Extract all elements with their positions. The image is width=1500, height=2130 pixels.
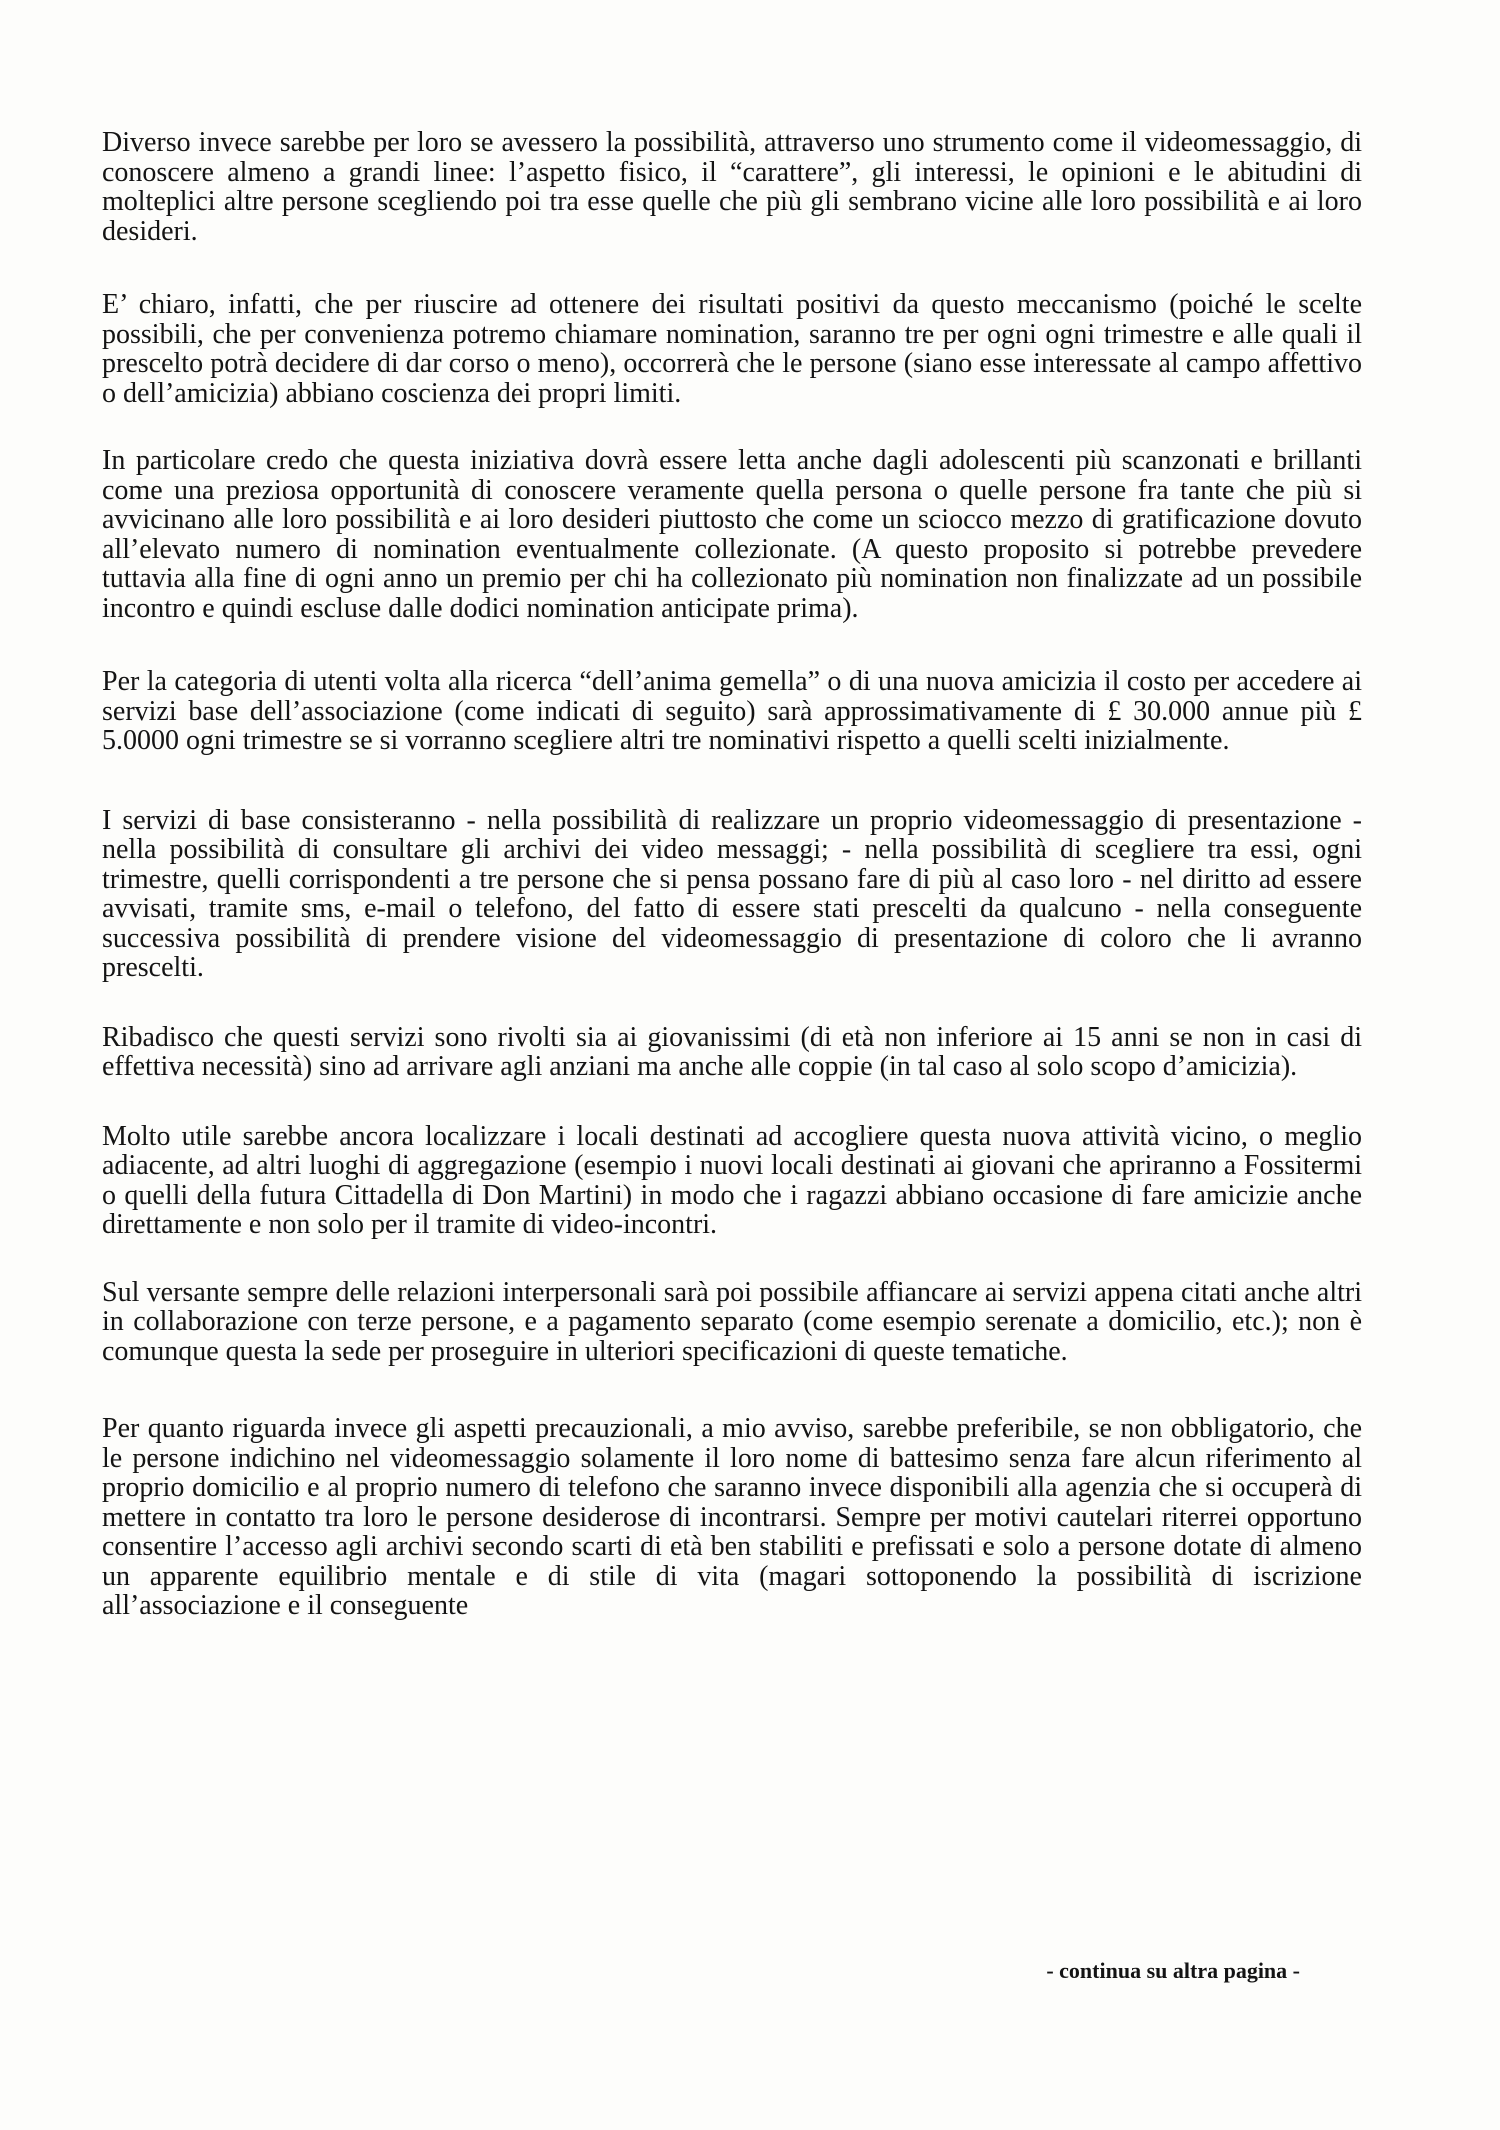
paragraph-3: In particolare credo che questa iniziativa dovrà essere letta anche dagli adolescenti più scanzonati e brillanti come una preziosa opportunità di conoscere veramente quella persona o quelle persone fra tante che più si avvicinano alle loro possibilità e ai loro desideri piuttosto che come un sciocco mezzo di gratificazione dovuto all’elevato numero di nomination eventualmente collezionate. (A questo proposito si potrebbe prevedere tuttavia alla fine di ogni anno un premio per chi ha collezionato più nomination non finalizzate ad un possibile incontro e quindi escluse dalle dodici nomination anticipate prima). <box>102 445 1362 624</box>
continuation-note: - continua su altra pagina - <box>1046 1958 1300 1983</box>
paragraph-5: I servizi di base consisteranno - nella possibilità di realizzare un proprio videomessaggio di presentazione - nella possibilità di consultare gli archivi dei video messaggi; - nella possibilità di scegliere tra essi, ogni trimestre, quelli corrispondenti a tre persone che si pensa possano fare di più al caso loro - nel diritto ad essere avvisati, tramite sms, e-mail o telefono, del fatto di essere stati prescelti da qualcuno - nella conseguente successiva possibilità di prendere visione del videomessaggio di presentazione di coloro che li avranno prescelti. <box>102 804 1362 983</box>
paragraph-1: Diverso invece sarebbe per loro se avessero la possibilità, attraverso uno strumento come il videomessaggio, di conoscere almeno a grandi linee: l’aspetto fisico, il “carattere”, gli interessi, le opinioni e le abitudini di molteplici altre persone scegliendo poi tra esse quelle che più gli sembrano vicine alle loro possibilità e ai loro desideri. <box>102 127 1362 247</box>
paragraph-8: Sul versante sempre delle relazioni interpersonali sarà poi possibile affiancare ai servizi appena citati anche altri in collaborazione con terze persone, e a pagamento separato (come esempio serenate a domicilio, etc.); non è comunque questa la sede per proseguire in ulteriori specificazioni di queste tematiche. <box>102 1276 1362 1367</box>
paragraph-4: Per la categoria di utenti volta alla ricerca “dell’anima gemella” o di una nuova amicizia il costo per accedere ai servizi base dell’associazione (come indicati di seguito) sarà approssimativamente di £ 30.000 annue più £ 5.0000 ogni trimestre se si vorranno scegliere altri tre nominativi rispetto a quelli scelti inizialmente. <box>102 666 1362 756</box>
paragraph-2: E’ chiaro, infatti, che per riuscire ad ottenere dei risultati positivi da questo meccanismo (poiché le scelte possibili, che per convenienza potremo chiamare nomination, saranno tre per ogni ogni trimestre e alle quali il prescelto potrà decidere di dar corso o meno), occorrerà che le persone (siano esse interessate al campo affettivo o dell’amicizia) abbiano coscienza dei propri limiti. <box>102 289 1362 409</box>
paragraph-6: Ribadisco che questi servizi sono rivolti sia ai giovanissimi (di età non inferiore ai 15 anni se non in casi di effettiva necessità) sino ad arrivare agli anziani ma anche alle coppie (in tal caso al solo scopo d’amicizia). <box>102 1021 1362 1082</box>
paragraph-7: Molto utile sarebbe ancora localizzare i locali destinati ad accogliere questa nuova attività vicino, o meglio adiacente, ad altri luoghi di aggregazione (esempio i nuovi locali destinati ai giovani che apriranno a Fossitermi o quelli della futura Cittadella di Don Martini) in modo che i ragazzi abbiano occasione di fare amicizie anche direttamente e non solo per il tramite di video-incontri. <box>102 1120 1362 1240</box>
paragraph-9: Per quanto riguarda invece gli aspetti precauzionali, a mio avviso, sarebbe preferibile, se non obbligatorio, che le persone indichino nel videomessaggio solamente il loro nome di battesimo senza fare alcun riferimento al proprio domicilio e al proprio numero di telefono che saranno invece disponibili alla agenzia che si occuperà di mettere in contatto tra loro le persone desiderose di incontrarsi. Sempre per motivi cautelari riterrei opportuno consentire l’accesso agli archivi secondo scarti di età ben stabiliti e prefissati e solo a persone dotate di almeno un apparente equilibrio mentale e di stile di vita (magari sottoponendo la possibilità di iscrizione all’associazione e il conseguente <box>102 1413 1362 1621</box>
document-body <box>102 128 1362 1663</box>
